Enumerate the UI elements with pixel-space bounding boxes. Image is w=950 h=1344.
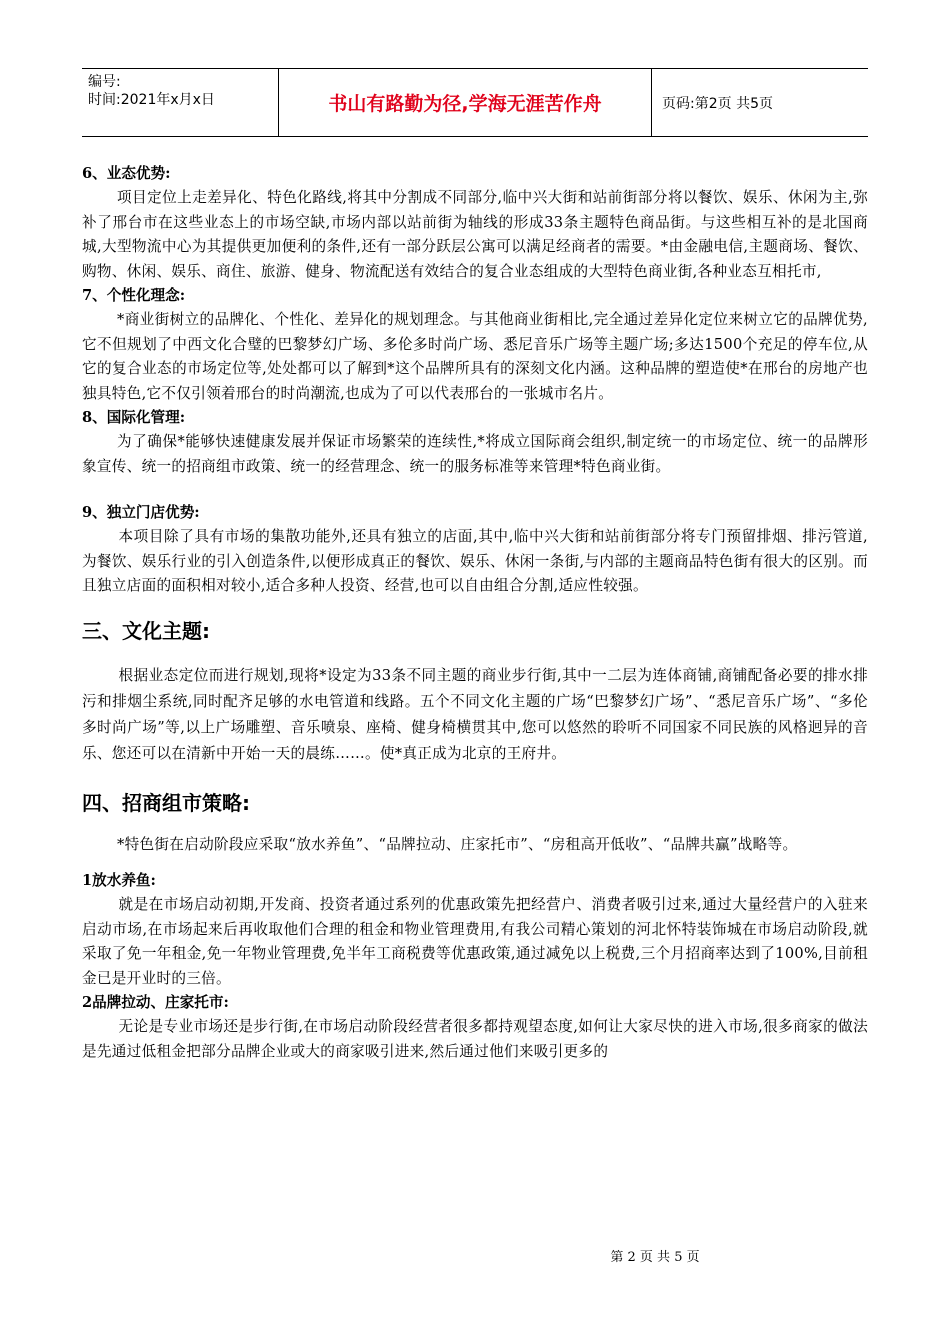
time-label: 时间:2021年x月x日 xyxy=(88,92,215,108)
header-motto: 书山有路勤为径,学海无涯苦作舟 xyxy=(279,69,652,136)
chapter3-heading: 三、文化主题: xyxy=(82,618,210,643)
header-page-label: 页码:第2页 共5页 xyxy=(662,95,773,112)
section-paragraph: 项目定位上走差异化、特色化路线,将其中分割成不同部分,临中兴大街和站前街部分将以餐饮、娱乐、休闲为主,弥补了邢台市在这些业态上的市场空缺,市场内部以站前街为轴线的形成33条主题特色商品街。与这些相互补的是北国商城,大型物流中心为其提供更加便利的条件,还有一部分跃层公寓可以满足经商者的需要。*由金融电信,主题商场、餐饮、购物、休闲、娱乐、商住、旅游、健身、物流配送有效结合的复合业态组成的大型特色商业街,各种业态互相托市, xyxy=(82,189,868,280)
section-heading: 7、个性化理念: xyxy=(82,287,186,304)
page-header xyxy=(82,68,868,137)
chapter3-paragraph: 根据业态定位而进行规划,现将*设定为33条不同主题的商业步行街,其中一二层为连体商铺,商铺配备必要的排水排污和排烟尘系统,同时配齐足够的水电管道和线路。五个不同文化主题的广场“巴黎梦幻广场”、“悉尼音乐广场”、“多伦多时尚广场”等,以上广场雕塑、音乐喷泉、座椅、健身椅横贯其中,您可以悠然的聆听不同国家不同民族的风格迥异的音乐、您还可以在清新中开始一天的晨练……。使*真正成为北京的王府井。 xyxy=(82,666,868,762)
number-label: 编号: xyxy=(88,74,121,90)
section-heading: 9、独立门店优势: xyxy=(82,504,200,521)
chapter4-intro: *特色街在启动阶段应采取“放水养鱼”、“品牌拉动、庄家托市”、“房租高开低收”、“品牌共赢”战略等。 xyxy=(117,835,798,853)
strategy-paragraph: 无论是专业市场还是步行街,在市场启动阶段经营者很多都持观望态度,如何让大家尽快的进入市场,很多商家的做法是先通过低租金把部分品牌企业或大的商家吸引进来,然后通过他们来吸引更多的 xyxy=(82,1018,868,1060)
strategy-paragraph: 就是在市场启动初期,开发商、投资者通过系列的优惠政策先把经营户、消费者吸引过来,通过大量经营户的入驻来启动市场,在市场起来后再收取他们合理的租金和物业管理费用,有我公司精心策划的河北怀特装饰城在市场启动阶段,就采取了免一年租金,免一年物业管理费,免半年工商税费等优惠政策,通过减免以上税费,三个月招商率达到了100%,目前租金已是开业时的三倍。 xyxy=(82,896,868,987)
document-body xyxy=(82,162,868,1064)
strategy-heading: 1放水养鱼: xyxy=(82,872,156,889)
section-paragraph: 本项目除了具有市场的集散功能外,还具有独立的店面,其中,临中兴大街和站前街部分将专门预留排烟、排污管道,为餐饮、娱乐行业的引入创造条件,以便形成真正的餐饮、娱乐、休闲一条街,与内部的主题商品特色街有很大的区别。而且独立店面的面积相对较小,适合多种人投资、经营,也可以自由组合分割,适应性较强。 xyxy=(82,528,868,594)
section-paragraph: 为了确保*能够快速健康发展并保证市场繁荣的连续性,*将成立国际商会组织,制定统一的市场定位、统一的品牌形象宣传、统一的招商组市政策、统一的经营理念、统一的服务标准等来管理*特色商业街。 xyxy=(82,433,868,475)
section-heading: 6、业态优势: xyxy=(82,165,171,182)
strategy-heading: 2品牌拉动、庄家托市: xyxy=(82,994,229,1011)
header-meta xyxy=(82,69,279,136)
section-heading: 8、国际化管理: xyxy=(82,409,186,426)
section-paragraph: *商业街树立的品牌化、个性化、差异化的规划理念。与其他商业街相比,完全通过差异化定位来树立它的品牌优势,它不但规划了中西文化合璧的巴黎梦幻广场、多伦多时尚广场、悉尼音乐广场等主题广场;多达1500个充足的停车位,从它的复合业态的市场定位等,处处都可以了解到*这个品牌所具有的深刻文化内涵。这种品牌的塑造使*在邢台的房地产也独具特色,它不仅引领着邢台的时尚潮流,也成为了可以代表邢台的一张城市名片。 xyxy=(82,311,868,402)
chapter4-heading: 四、招商组市策略: xyxy=(82,790,250,815)
page-footer: 第 2 页 共 5 页 xyxy=(610,1250,700,1265)
